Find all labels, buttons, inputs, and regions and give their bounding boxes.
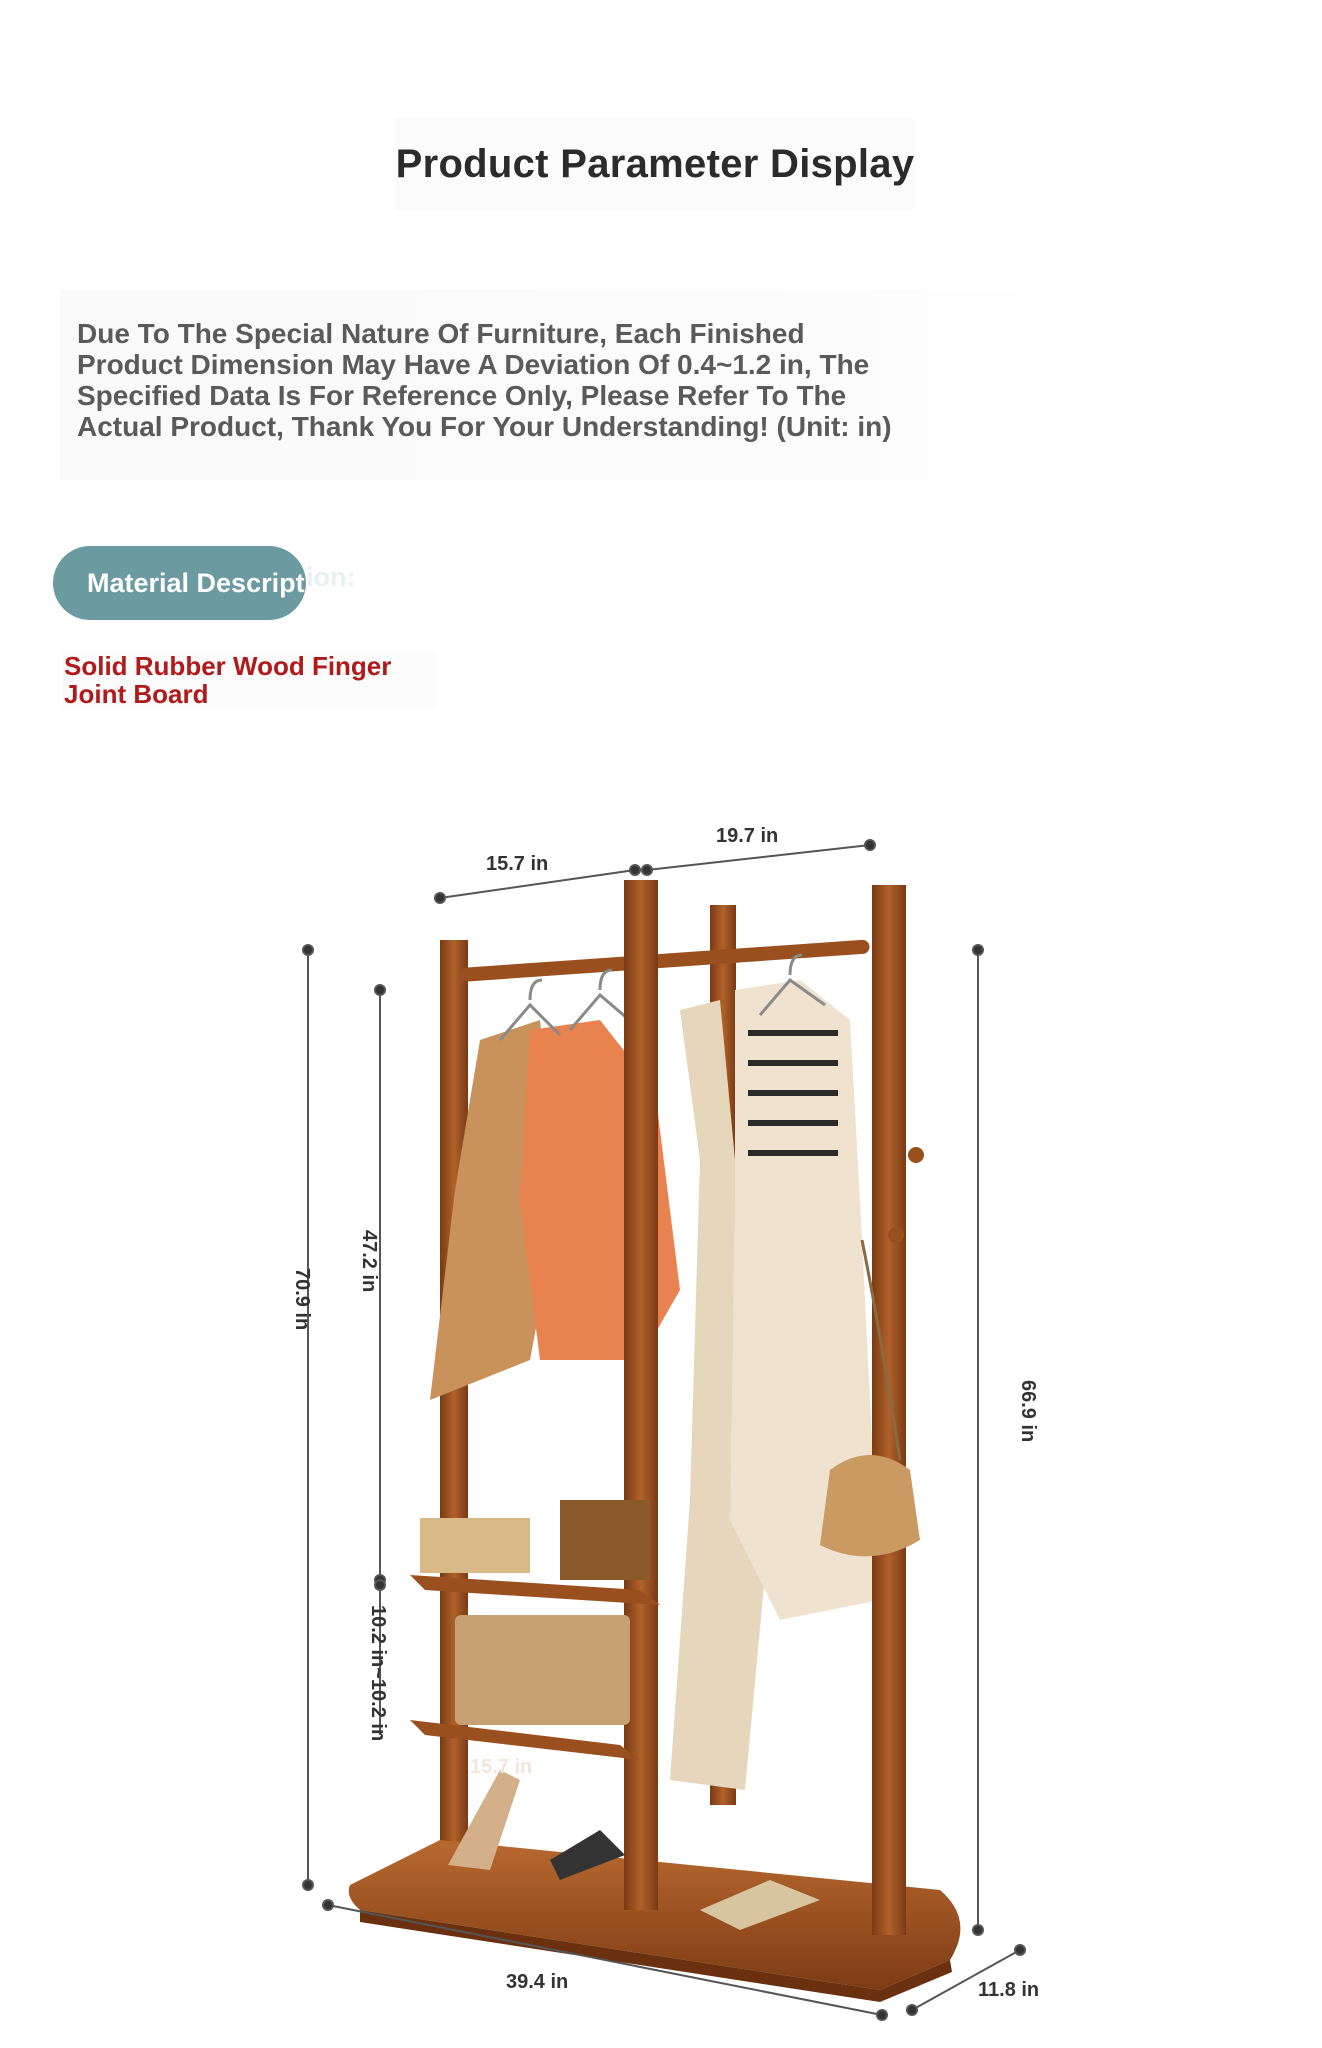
page-title: Product Parameter Display xyxy=(395,118,915,210)
material-description-label-tail: ion: xyxy=(306,562,356,592)
rack-front-right-post xyxy=(872,885,906,1935)
storage-basket xyxy=(455,1615,630,1725)
material-description-label: Material Descript xyxy=(87,567,305,598)
dim-label-rod-height: 47.2 in xyxy=(358,1230,380,1293)
notice-line: Due To The Special Nature Of Furniture, Each Finished xyxy=(77,318,805,349)
dim-label-total-height: 70.9 in xyxy=(291,1268,313,1331)
folded-clothes xyxy=(420,1518,530,1573)
shelf-bag xyxy=(560,1500,650,1580)
dim-label-base-length: 39.4 in xyxy=(506,1971,569,1993)
dim-label-side-height: 66.9 in xyxy=(1017,1380,1039,1443)
dim-line-top-width xyxy=(647,845,870,870)
dim-label-shelf-spacing: 10.2 in~10.2 in xyxy=(367,1605,389,1742)
material-value-line: Joint Board xyxy=(64,679,209,709)
notice-line: Product Dimension May Have A Deviation Of 0.4~1.2 in, The xyxy=(77,349,870,380)
notice-line: Specified Data Is For Reference Only, Please Refer To The xyxy=(77,380,847,411)
material-value-line: Solid Rubber Wood Finger xyxy=(64,651,392,681)
dim-label-top-width: 19.7 in xyxy=(716,825,779,847)
dim-label-base-depth: 11.8 in xyxy=(978,1979,1040,2001)
notice-line: Actual Product, Thank You For Your Understanding! (Unit: in) xyxy=(77,411,892,442)
dim-label-top-depth: 15.7 in xyxy=(486,853,549,875)
side-hook xyxy=(888,1227,904,1243)
handbag xyxy=(820,1455,920,1556)
hanging-rod xyxy=(460,939,870,982)
dim-label-shelf-depth: 15.7 in xyxy=(470,1756,533,1778)
side-hook xyxy=(908,1147,924,1163)
dimension-lines xyxy=(303,840,1025,2020)
